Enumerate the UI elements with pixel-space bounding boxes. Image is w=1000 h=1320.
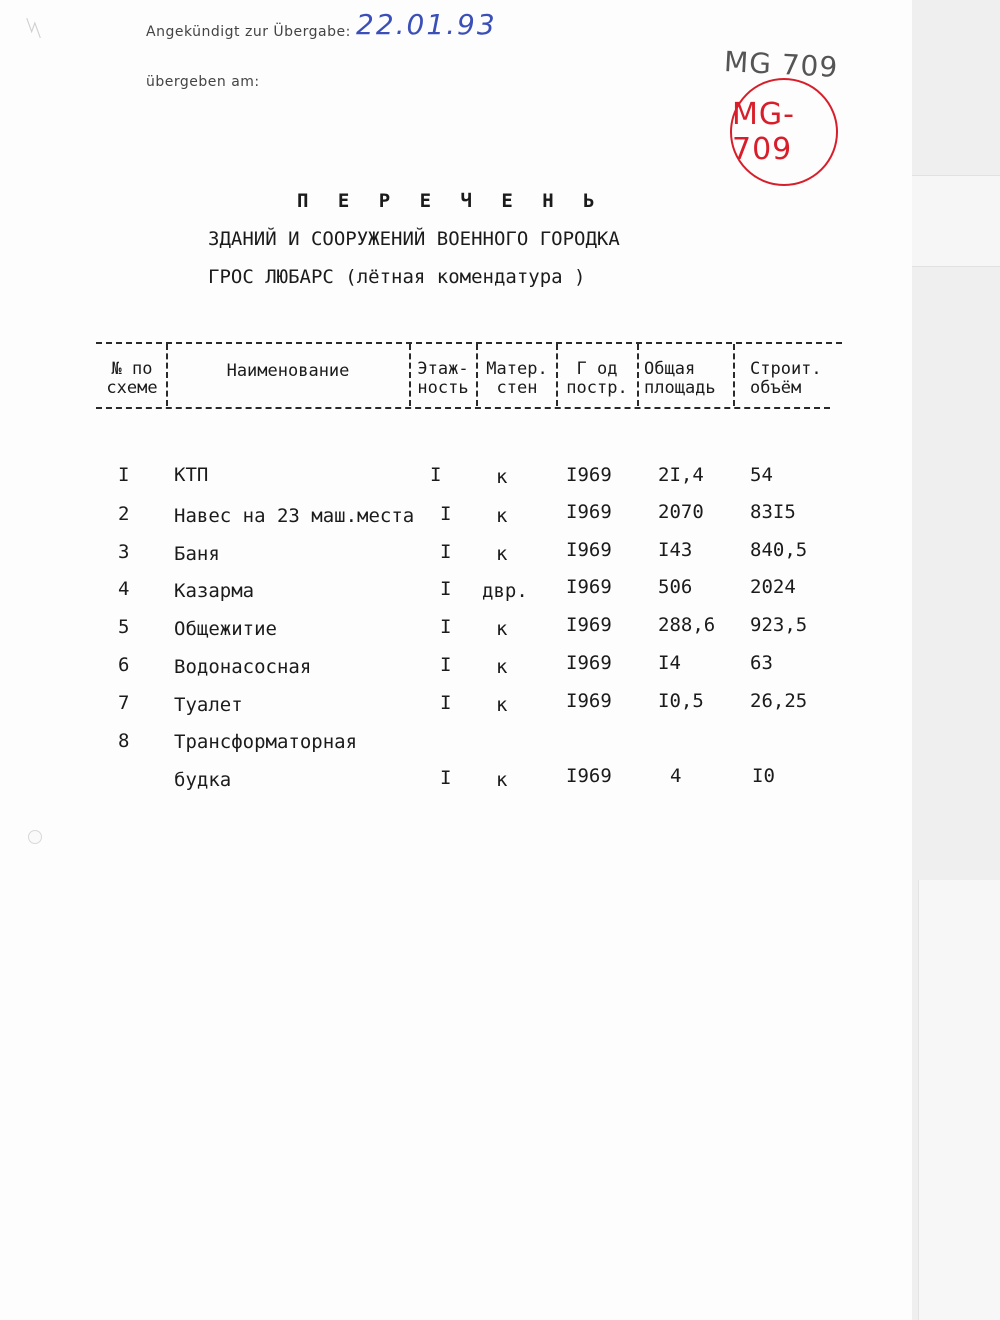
row-num: 2: [118, 503, 130, 525]
row-floors: I: [440, 541, 452, 563]
row-num: 5: [118, 616, 130, 638]
row-floors: I: [440, 503, 452, 525]
row-name: Трансформаторная: [174, 731, 358, 753]
header-volume-line1: Строит.: [750, 359, 822, 379]
header-material-line1: Матер.: [486, 359, 548, 379]
header-material: [479, 360, 555, 398]
header-num: [100, 360, 164, 398]
document-title: П Е Р Е Ч Е Н Ь: [297, 190, 604, 212]
row-year: I969: [566, 614, 612, 636]
row-floors: I: [440, 578, 452, 600]
row-volume: 54: [750, 464, 773, 486]
header-volume: [736, 360, 850, 398]
handed-over-label: übergeben am:: [146, 74, 260, 90]
row-year: I969: [566, 765, 612, 787]
row-num: 6: [118, 654, 130, 676]
punch-hole: [28, 830, 42, 844]
row-floors: I: [430, 464, 442, 486]
row-area: 2I,4: [658, 464, 704, 486]
header-floors-line1: Этаж-: [417, 359, 469, 379]
header-material-line2: стен: [496, 378, 538, 398]
announced-date-handwritten: 22.01.93: [356, 8, 497, 41]
row-name: Казарма: [174, 580, 255, 602]
header-num-line1: № по: [111, 359, 153, 379]
row-area: I43: [658, 539, 693, 561]
header-volume-line2: объём: [750, 378, 802, 398]
column-separator: [637, 344, 639, 406]
column-separator: [409, 344, 411, 406]
row-area: 2070: [658, 501, 704, 523]
row-material: к: [496, 466, 508, 488]
row-area: 288,6: [658, 614, 716, 636]
archive-pencil-code: MG 709: [723, 45, 839, 84]
row-material: двр.: [482, 580, 528, 602]
archive-red-stamp: [730, 78, 838, 186]
row-volume: 2024: [750, 576, 796, 598]
header-year-line2: постр.: [566, 378, 628, 398]
archive-red-stamp-code: MG-709: [732, 97, 795, 167]
row-material: к: [496, 618, 508, 640]
row-name: Общежитие: [174, 618, 277, 640]
row-name: будка: [174, 769, 232, 791]
table-top-rule: [96, 342, 842, 344]
row-area: I0,5: [658, 690, 704, 712]
column-separator: [166, 344, 168, 406]
row-material: к: [496, 543, 508, 565]
header-name: Наименование: [226, 361, 350, 381]
row-name: Баня: [174, 543, 220, 565]
row-name: Туалет: [174, 694, 243, 716]
document-subtitle-2: ГРОС ЛЮБАРС (лётная комендатура ): [208, 266, 586, 288]
row-volume: 83I5: [750, 501, 796, 523]
row-volume: 923,5: [750, 614, 808, 636]
row-area: 4: [670, 765, 682, 787]
row-material: к: [496, 769, 508, 791]
row-name: Навес на 23 маш.места: [174, 505, 415, 527]
row-year: I969: [566, 690, 612, 712]
header-floors-line2: ность: [417, 378, 469, 398]
announced-label: Angekündigt zur Übergabe:: [146, 24, 351, 40]
header-year: [559, 360, 635, 398]
row-area: 506: [658, 576, 693, 598]
next-page-tab: [918, 880, 1000, 1320]
row-volume: I0: [752, 765, 775, 787]
row-num: 4: [118, 578, 130, 600]
row-year: I969: [566, 501, 612, 523]
row-floors: I: [440, 767, 452, 789]
row-num: I: [118, 464, 130, 486]
table-header-rule: [96, 407, 830, 409]
column-separator: [556, 344, 558, 406]
next-page-tab: [912, 175, 1000, 267]
row-floors: I: [440, 692, 452, 714]
header-floors: [412, 360, 474, 398]
header-area-line2: площадь: [644, 378, 716, 398]
row-material: к: [496, 505, 508, 527]
row-year: I969: [566, 539, 612, 561]
row-volume: 840,5: [750, 539, 808, 561]
row-volume: 26,25: [750, 690, 808, 712]
row-year: I969: [566, 576, 612, 598]
margin-pencil-mark: ᛋ: [21, 12, 47, 46]
row-year: I969: [566, 652, 612, 674]
row-volume: 63: [750, 652, 773, 674]
row-year: I969: [566, 464, 612, 486]
header-area-line1: Общая: [644, 359, 696, 379]
row-floors: I: [440, 654, 452, 676]
document-subtitle-1: ЗДАНИЙ И СООРУЖЕНИЙ ВОЕННОГО ГОРОДКА: [208, 228, 620, 250]
row-material: к: [496, 694, 508, 716]
row-num: 3: [118, 541, 130, 563]
column-separator: [476, 344, 478, 406]
row-num: 7: [118, 692, 130, 714]
header-num-line2: схеме: [106, 378, 158, 398]
row-num: 8: [118, 730, 130, 752]
row-material: к: [496, 656, 508, 678]
header-area: [640, 360, 736, 398]
row-name: КТП: [174, 464, 209, 486]
row-name: Водонасосная: [174, 656, 312, 678]
header-year-line1: Г од: [576, 359, 618, 379]
row-floors: I: [440, 616, 452, 638]
row-area: I4: [658, 652, 681, 674]
